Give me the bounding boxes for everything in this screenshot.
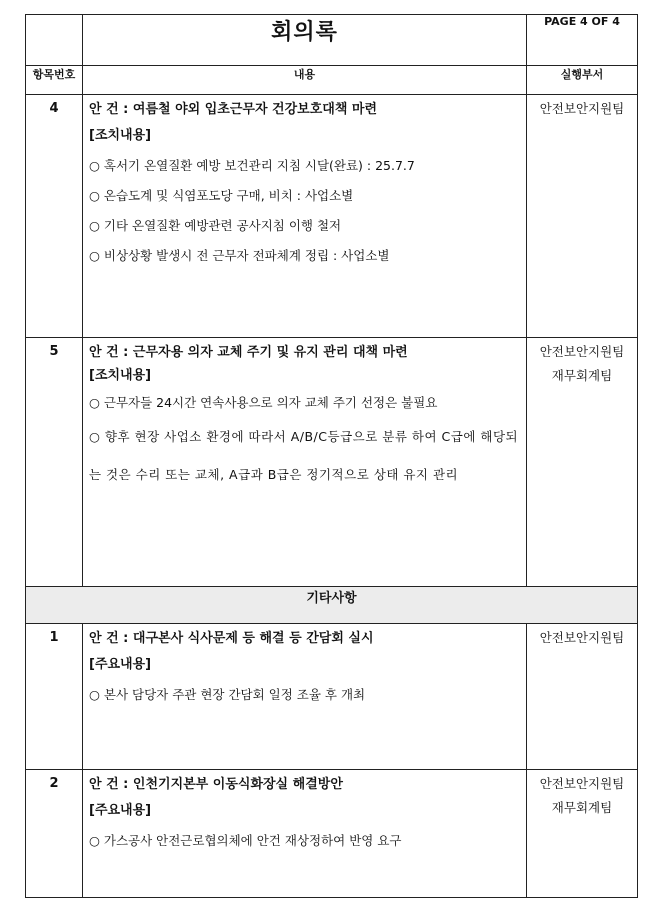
sub-heading: [조치내용] [89, 128, 152, 143]
title-row [26, 15, 638, 66]
item-dept [527, 624, 638, 770]
agenda-row-4 [26, 95, 638, 338]
agenda-title: 안 건 : 여름철 야외 입초근무자 건강보호대책 마련 [89, 102, 378, 117]
other-matters-row [26, 587, 638, 624]
dept-name: 재무회계팀 [551, 800, 613, 815]
bullet-item: ○ 근무자들 24시간 연속사용으로 의자 교체 주기 선정은 불필요 [89, 395, 438, 410]
column-header-row [26, 66, 638, 95]
item-number: 1 [26, 624, 83, 770]
item-number: 4 [26, 95, 83, 338]
column-header-dept: 실행부서 [527, 66, 638, 95]
item-content [83, 770, 527, 898]
bullet-paragraph: ○ 향후 현장 사업소 환경에 따라서 A/B/C등급으로 분류 하여 C급에 해당되는 것은 수리 또는 교체, A급과 B급은 정기적으로 상태 유지 관리 [89, 429, 519, 482]
other-item-row-1 [26, 624, 638, 770]
item-dept [527, 770, 638, 898]
item-content [83, 624, 527, 770]
dept-name: 재무회계팀 [551, 368, 613, 383]
other-item-row-2 [26, 770, 638, 898]
column-header-no: 항목번호 [26, 66, 83, 95]
sub-heading: [조치내용] [89, 368, 152, 383]
sub-heading: [주요내용] [89, 657, 152, 672]
bullet-item: ○ 혹서기 온열질환 예방 보건관리 지침 시달(완료) : 25.7.7 [89, 158, 415, 173]
page-number: PAGE 4 OF 4 [527, 15, 638, 66]
bullet-item: ○ 비상상황 발생시 전 근무자 전파체계 정립 : 사업소별 [89, 248, 390, 263]
agenda-row-5 [26, 338, 638, 587]
item-number: 2 [26, 770, 83, 898]
item-dept [527, 95, 638, 338]
bullet-item: ○ 본사 담당자 주관 현장 간담회 일정 조율 후 개최 [89, 687, 366, 702]
sub-heading: [주요내용] [89, 803, 152, 818]
agenda-title: 안 건 : 근무자용 의자 교체 주기 및 유지 관리 대책 마련 [89, 345, 408, 360]
item-number: 5 [26, 338, 83, 587]
bullet-item: ○ 가스공사 안전근로협의체에 안건 재상정하여 반영 요구 [89, 833, 402, 848]
minutes-table [25, 14, 638, 898]
column-header-content: 내용 [83, 66, 527, 95]
item-content [83, 95, 527, 338]
bullet-item: ○ 온습도계 및 식염포도당 구매, 비치 : 사업소별 [89, 188, 354, 203]
dept-name: 안전보안지원팀 [539, 344, 625, 359]
agenda-title: 안 건 : 대구본사 식사문제 등 해결 등 간담회 실시 [89, 631, 374, 646]
section-heading: 기타사항 [26, 587, 638, 624]
title-blank-cell [26, 15, 83, 66]
agenda-title: 안 건 : 인천기지본부 이동식화장실 해결방안 [89, 777, 343, 792]
bullet-item: ○ 기타 온열질환 예방관련 공사지침 이행 철저 [89, 218, 342, 233]
dept-name: 안전보안지원팀 [539, 776, 625, 791]
item-content [83, 338, 527, 587]
item-dept [527, 338, 638, 587]
dept-name: 안전보안지원팀 [539, 630, 625, 645]
dept-name: 안전보안지원팀 [539, 101, 625, 116]
document-title: 회의록 [83, 15, 527, 66]
